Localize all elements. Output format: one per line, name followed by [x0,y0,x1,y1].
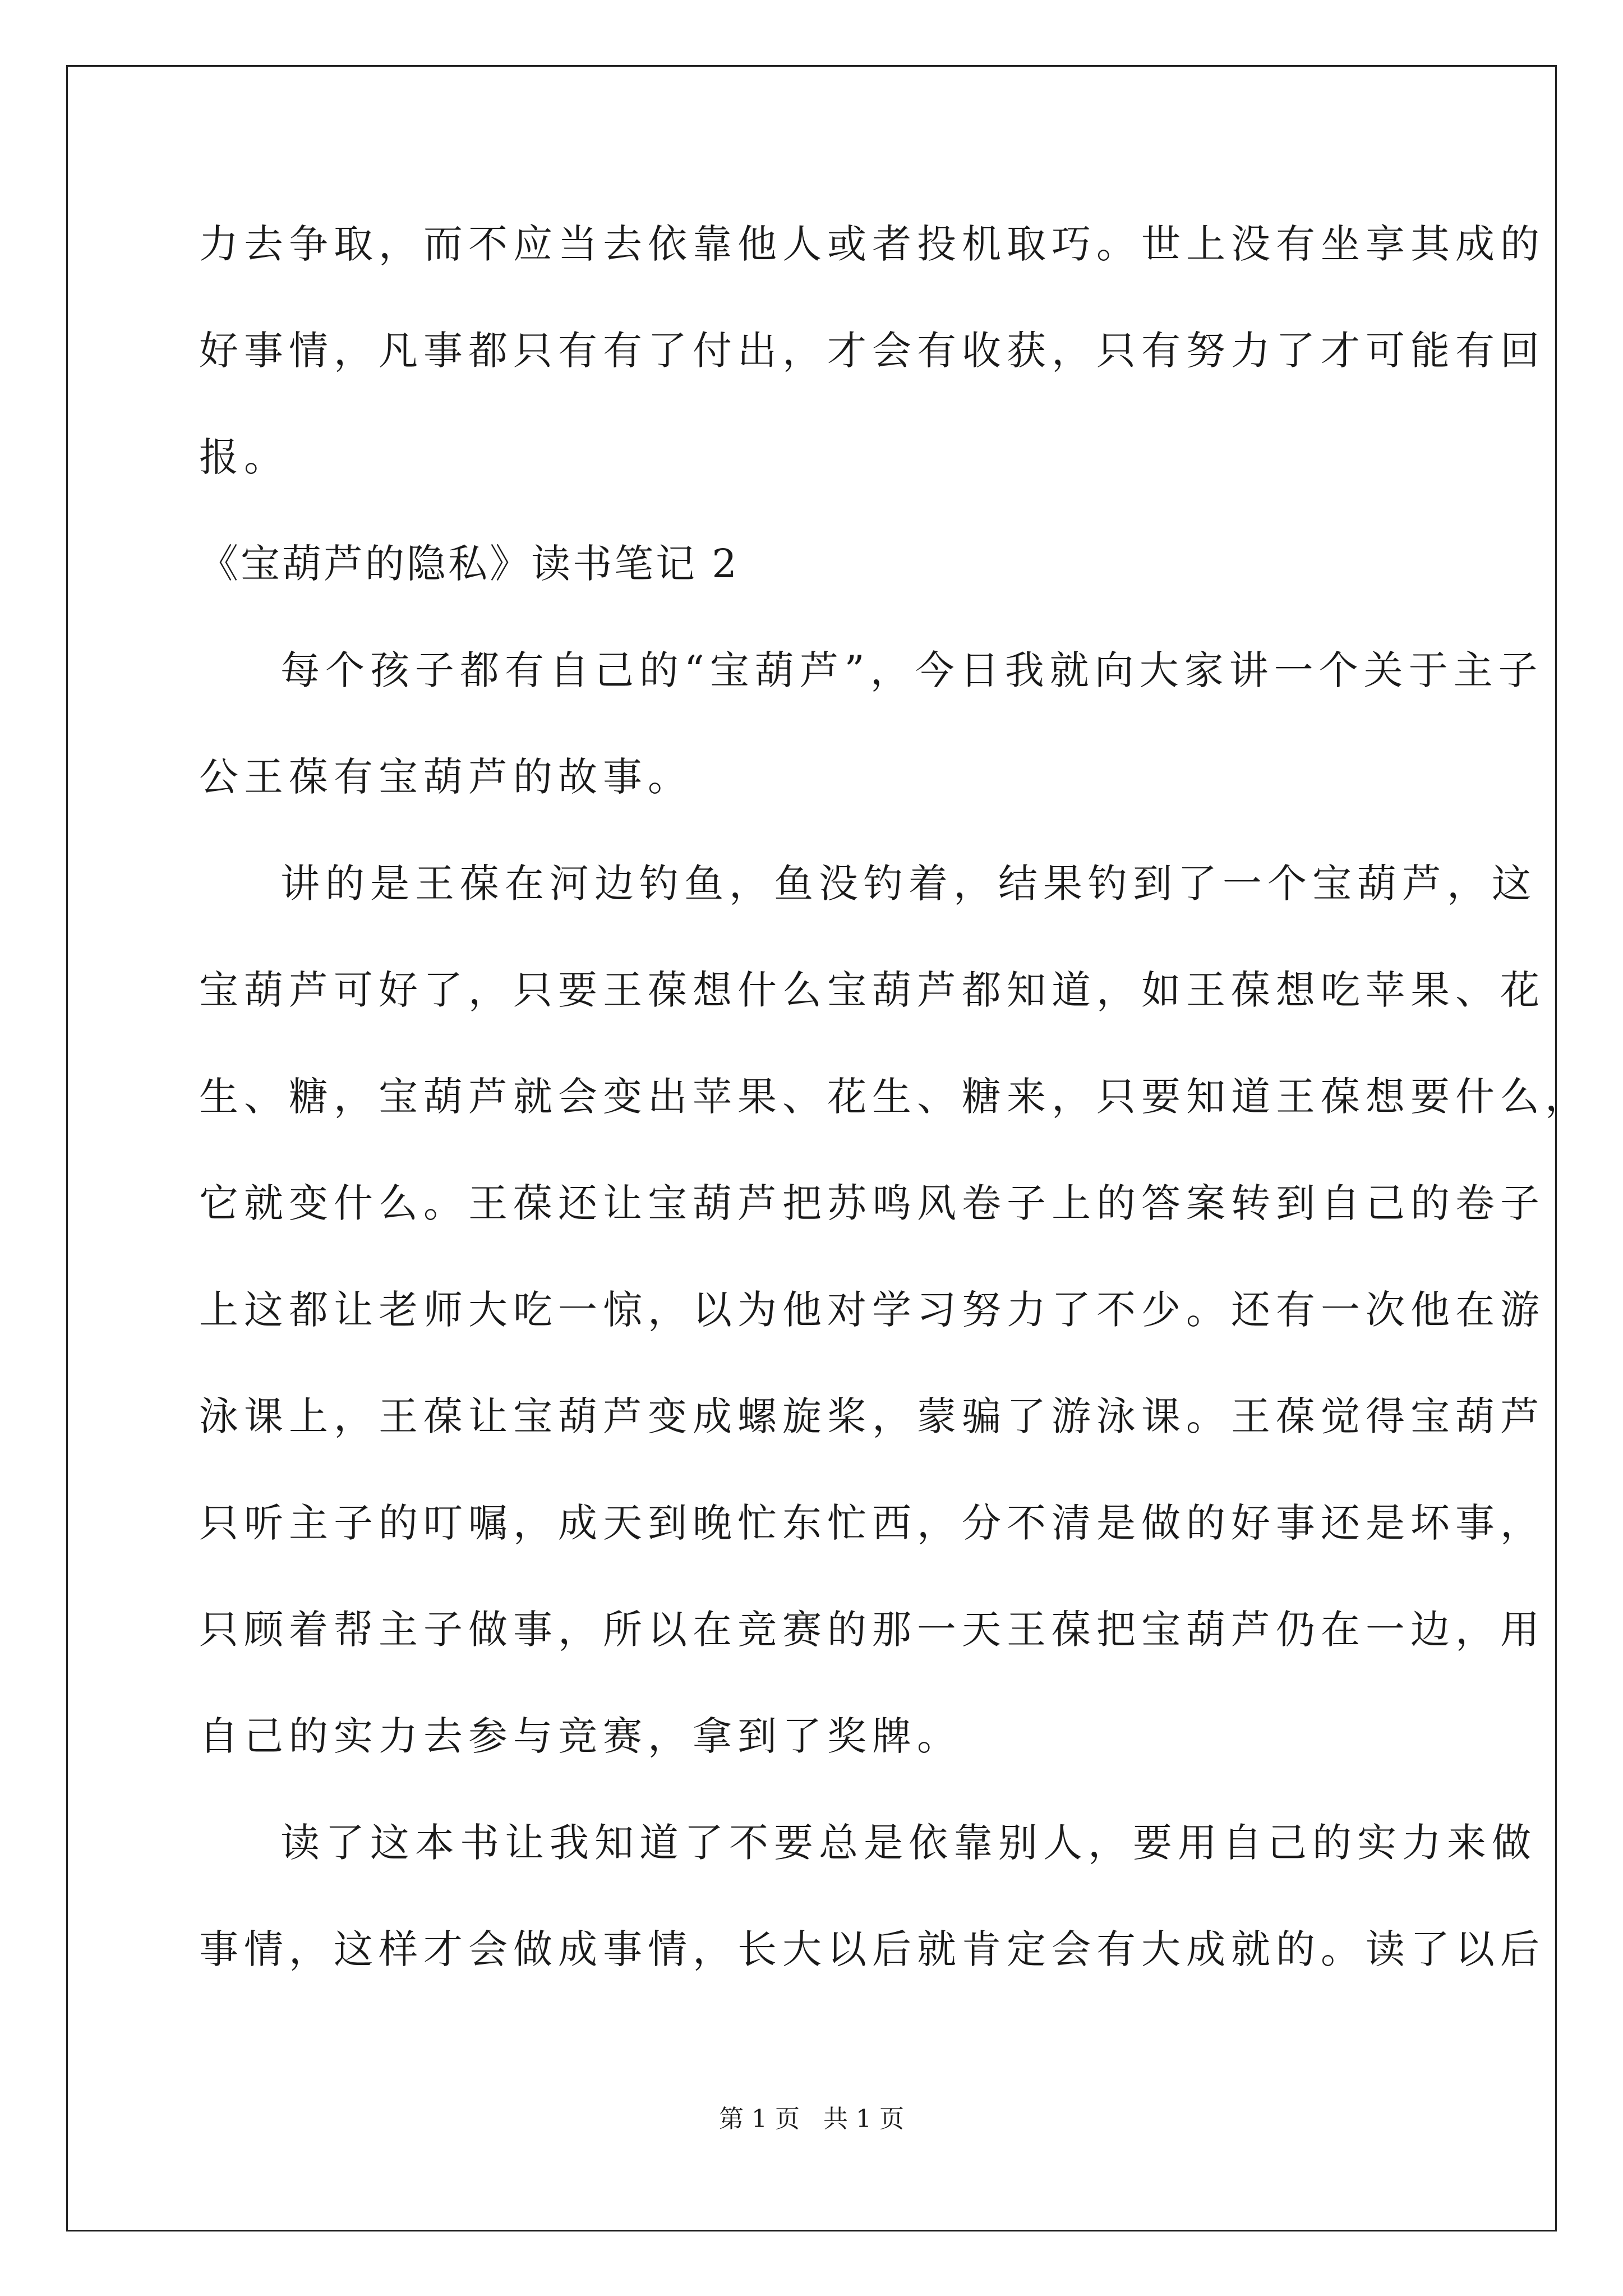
text-line: 泳课上，王葆让宝葫芦变成螺旋桨，蒙骗了游泳课。王葆觉得宝葫芦 [199,1393,1545,1439]
text-line: 事情，这样才会做成事情，长大以后就肯定会有大成就的。读了以后 [199,1926,1545,1972]
text-line: 只听主子的叮嘱，成天到晚忙东忙西，分不清是做的好事还是坏事， [199,1500,1545,1546]
text-line: 生、糖，宝葫芦就会变出苹果、花生、糖来，只要知道王葆想要什么， [199,1074,1590,1120]
text-line: 自己的实力去参与竞赛，拿到了奖牌。 [199,1713,962,1759]
page-footer: 第 1 页 共 1 页 [719,2105,904,2133]
paragraph-start-line: 读了这本书让我知道了不要总是依靠别人，要用自己的实力来做 [280,1820,1537,1866]
text-line: 宝葫芦可好了，只要王葆想什么宝葫芦都知道，如王葆想吃苹果、花 [199,967,1545,1013]
section-heading: 《宝葫芦的隐私》读书笔记 2 [199,541,739,587]
paragraph-start-line: 讲的是王葆在河边钓鱼，鱼没钓着，结果钓到了一个宝葫芦，这 [280,861,1537,907]
page-border [66,65,1557,2231]
text-line: 力去争取，而不应当去依靠他人或者投机取巧。世上没有坐享其成的 [199,221,1545,267]
text-line: 好事情，凡事都只有有了付出，才会有收获，只有努力了才可能有回 [199,328,1545,374]
text-line: 上这都让老师大吃一惊，以为他对学习努力了不少。还有一次他在游 [199,1287,1545,1333]
paragraph-start-line: 每个孩子都有自己的“宝葫芦”，今日我就向大家讲一个关于主子 [280,647,1543,693]
text-line: 它就变什么。王葆还让宝葫芦把苏鸣风卷子上的答案转到自己的卷子 [199,1180,1545,1226]
text-line: 只顾着帮主子做事，所以在竞赛的那一天王葆把宝葫芦仍在一边，用 [199,1607,1545,1653]
text-line: 公王葆有宝葫芦的故事。 [199,754,693,800]
text-line: 报。 [199,434,289,480]
